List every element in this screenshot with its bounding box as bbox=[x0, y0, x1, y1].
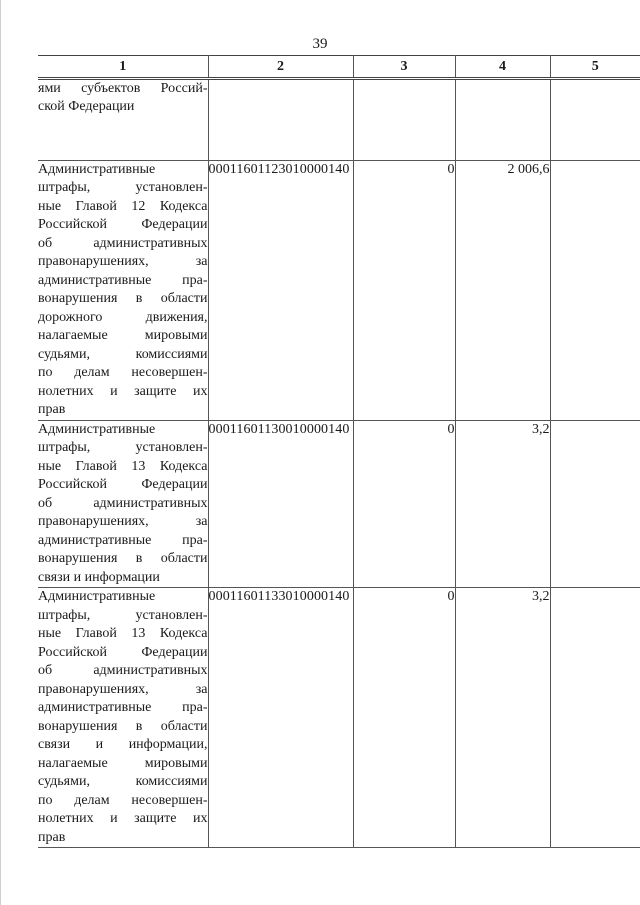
description-line: правонарушениях, за bbox=[38, 254, 208, 269]
header-col-4: 4 bbox=[455, 56, 550, 79]
cell-col5 bbox=[550, 420, 640, 588]
table-row bbox=[38, 160, 640, 420]
cell-col3: 0 bbox=[353, 420, 455, 588]
cell-col5 bbox=[550, 160, 640, 420]
cell-col4: 2 006,6 bbox=[455, 160, 550, 420]
cell-code bbox=[208, 78, 353, 160]
description-line: прав bbox=[38, 402, 66, 417]
table-row bbox=[38, 420, 640, 588]
cell-col5 bbox=[550, 588, 640, 848]
description-line: правонарушениях, за bbox=[38, 514, 208, 529]
description-line: налагаемые мировыми bbox=[38, 328, 208, 343]
description-line: дорожного движения, bbox=[38, 309, 208, 325]
description-line: налагаемые мировыми bbox=[38, 755, 208, 771]
description-line: штрафы, установлен- bbox=[38, 607, 208, 623]
description-line: связи и информации, bbox=[38, 737, 208, 752]
description-line: нолетних и защите их bbox=[38, 811, 208, 826]
description-line: штрафы, установлен- bbox=[38, 440, 208, 455]
description-line: административные пра- bbox=[38, 700, 208, 715]
table-header bbox=[38, 56, 640, 79]
table-row-continuation bbox=[38, 78, 640, 160]
cell-code: 00011601123010000140 bbox=[208, 160, 353, 420]
description-line: ные Главой 12 Кодекса bbox=[38, 198, 208, 214]
table-row bbox=[38, 588, 640, 848]
description-line: административные пра- bbox=[38, 532, 208, 548]
description-line: Российской Федерации bbox=[38, 217, 208, 232]
description-line: об административных bbox=[38, 495, 208, 511]
row-description bbox=[38, 420, 208, 588]
description-line: Административные bbox=[38, 589, 156, 604]
description-line: прав bbox=[38, 829, 66, 845]
description-line: правонарушениях, за bbox=[38, 681, 208, 697]
description-line: связи и информации bbox=[38, 569, 160, 585]
description-line: ями субъектов Россий- bbox=[38, 80, 208, 96]
description-line: ской Федерации bbox=[38, 99, 135, 114]
description-line: ные Главой 13 Кодекса bbox=[38, 626, 208, 641]
description-line: об административных bbox=[38, 663, 208, 678]
header-col-3: 3 bbox=[353, 56, 455, 79]
description-line: об административных bbox=[38, 235, 208, 251]
cell-col4: 3,2 bbox=[455, 588, 550, 848]
description-line: вонарушения в области bbox=[38, 551, 208, 566]
description-line: административные пра- bbox=[38, 272, 208, 288]
header-col-2: 2 bbox=[208, 56, 353, 79]
description-line: штрафы, установлен- bbox=[38, 180, 208, 195]
budget-table bbox=[38, 55, 640, 848]
description-line: по делам несовершен- bbox=[38, 792, 208, 808]
description-line: ные Главой 13 Кодекса bbox=[38, 458, 208, 474]
header-col-5: 5 bbox=[550, 56, 640, 79]
description-line: Российской Федерации bbox=[38, 644, 208, 660]
cell-col3 bbox=[353, 78, 455, 160]
page-edge bbox=[0, 0, 1, 905]
cell-col4: 3,2 bbox=[455, 420, 550, 588]
cell-code: 00011601130010000140 bbox=[208, 420, 353, 588]
description-line: Административные bbox=[38, 421, 156, 437]
cell-col3: 0 bbox=[353, 588, 455, 848]
row-description bbox=[38, 78, 208, 160]
description-line: вонарушения в области bbox=[38, 291, 208, 306]
row-description bbox=[38, 588, 208, 848]
description-line: судьями, комиссиями bbox=[38, 774, 208, 789]
description-line: Административные bbox=[38, 161, 156, 177]
description-line: по делам несовершен- bbox=[38, 365, 208, 380]
cell-col3: 0 bbox=[353, 160, 455, 420]
page-number: 39 bbox=[312, 36, 328, 52]
row-description bbox=[38, 160, 208, 420]
description-line: нолетних и защите их bbox=[38, 383, 208, 399]
cell-col4 bbox=[455, 78, 550, 160]
cell-code: 00011601133010000140 bbox=[208, 588, 353, 848]
description-line: вонарушения в области bbox=[38, 718, 208, 734]
cell-col5 bbox=[550, 78, 640, 160]
description-line: Российской Федерации bbox=[38, 477, 208, 492]
description-line: судьями, комиссиями bbox=[38, 346, 208, 362]
header-col-1: 1 bbox=[38, 56, 208, 79]
